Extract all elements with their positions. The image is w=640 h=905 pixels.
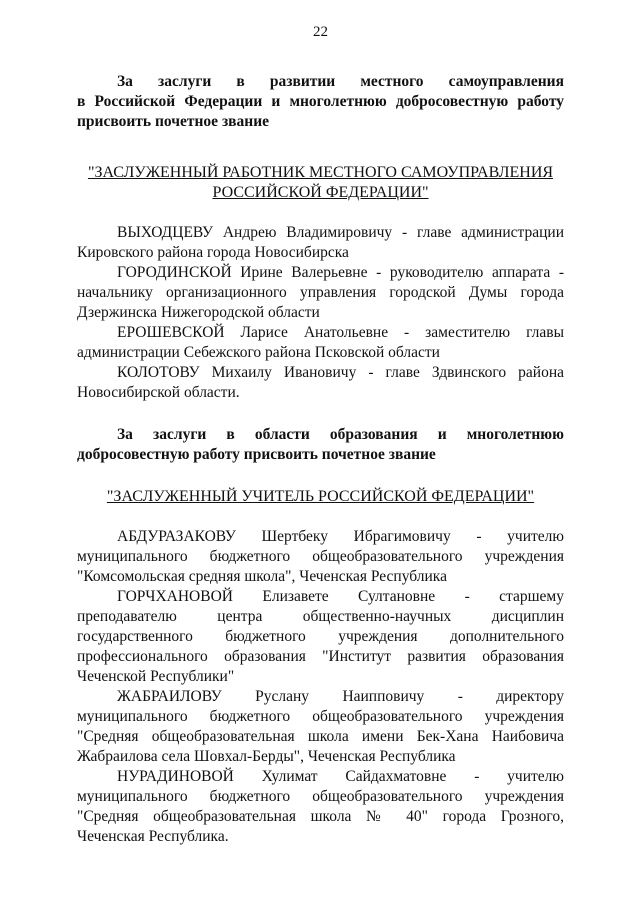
recipient-line: муниципального бюджетного общеобразовательного учреждения (77, 788, 564, 805)
recipient-line: Кировского района города Новосибирска (77, 244, 349, 261)
recipient-line: Жабраилова села Шовхал-Берды", Чеченская Республика (77, 748, 456, 765)
intro-line: присвоить почетное звание (77, 113, 270, 130)
recipient-list (77, 223, 564, 403)
recipient-line: АБДУРАЗАКОВУ Шертбеку Ибрагимовичу - учителю (117, 528, 564, 545)
recipient-line: профессионального образования "Институт развития образования (77, 648, 564, 665)
recipient-line: преподавателю центра общественно-научных дисциплин (77, 608, 564, 625)
intro-line: За заслуги в развитии местного самоуправления (117, 73, 564, 90)
recipient-line: администрации Себежского района Псковской области (77, 344, 440, 361)
recipient-line: муниципального бюджетного общеобразовательного учреждения (77, 708, 564, 725)
recipient-line: ВЫХОДЦЕВУ Андрею Владимировичу - главе администрации (117, 224, 564, 241)
recipient-line: ГОРОДИНСКОЙ Ирине Валерьевне - руководителю аппарата - (117, 264, 564, 281)
recipient-entry (77, 223, 564, 263)
recipient-entry (77, 527, 564, 587)
award-title-line: "ЗАСЛУЖЕННЫЙ РАБОТНИК МЕСТНОГО САМОУПРАВЛЕНИЯ (87, 164, 554, 181)
recipient-entry (77, 323, 564, 363)
recipient-list (77, 527, 564, 847)
recipient-line: ГОРЧХАНОВОЙ Елизавете Султановне - старшему (117, 588, 564, 605)
recipient-entry (77, 687, 564, 767)
recipient-line: НУРАДИНОВОЙ Хулимат Сайдахматовне - учителю (117, 768, 564, 785)
recipient-line: Новосибирской области. (77, 384, 240, 401)
recipient-entry (77, 587, 564, 687)
intro-line: За заслуги в области образования и многолетнюю (117, 426, 564, 443)
section-intro (77, 72, 564, 132)
recipient-line: "Средняя общеобразовательная школа № 40" города Грозного, (77, 808, 564, 825)
award-title (77, 487, 564, 507)
recipient-line: "Средняя общеобразовательная школа имени Бек-Хана Наибовича (77, 728, 564, 745)
intro-line: в Российской Федерации и многолетнюю добросовестную работу (77, 93, 564, 110)
award-section-education (77, 425, 564, 847)
page-number: 22 (313, 24, 328, 40)
section-intro (77, 425, 564, 465)
intro-line: добросовестную работу присвоить почетное звание (77, 446, 436, 463)
recipient-entry (77, 363, 564, 403)
recipient-line: государственного бюджетного учреждения дополнительного (77, 628, 564, 645)
recipient-entry (77, 263, 564, 323)
award-title-line: РОССИЙСКОЙ ФЕДЕРАЦИИ" (212, 184, 429, 201)
recipient-line: Дзержинска Нижегородской области (77, 304, 320, 321)
award-title-line: "ЗАСЛУЖЕННЫЙ УЧИТЕЛЬ РОССИЙСКОЙ ФЕДЕРАЦИИ" (106, 488, 535, 505)
document-page (77, 24, 564, 847)
award-section-municipal (77, 72, 564, 403)
recipient-line: КОЛОТОВУ Михаилу Ивановичу - главе Здвинского района (117, 364, 564, 381)
award-title (77, 163, 564, 203)
recipient-line: "Комсомольская средняя школа", Чеченская Республика (77, 568, 447, 585)
recipient-entry (77, 767, 564, 847)
recipient-line: Чеченская Республика. (77, 828, 229, 845)
recipient-line: ЕРОШЕВСКОЙ Ларисе Анатольевне - заместителю главы (117, 324, 564, 341)
recipient-line: Чеченской Республики" (77, 668, 235, 685)
recipient-line: начальнику организационного управления городской Думы города (77, 284, 564, 301)
recipient-line: муниципального бюджетного общеобразовательного учреждения (77, 548, 564, 565)
recipient-line: ЖАБРАИЛОВУ Руслану Наипповичу - директору (117, 688, 564, 705)
